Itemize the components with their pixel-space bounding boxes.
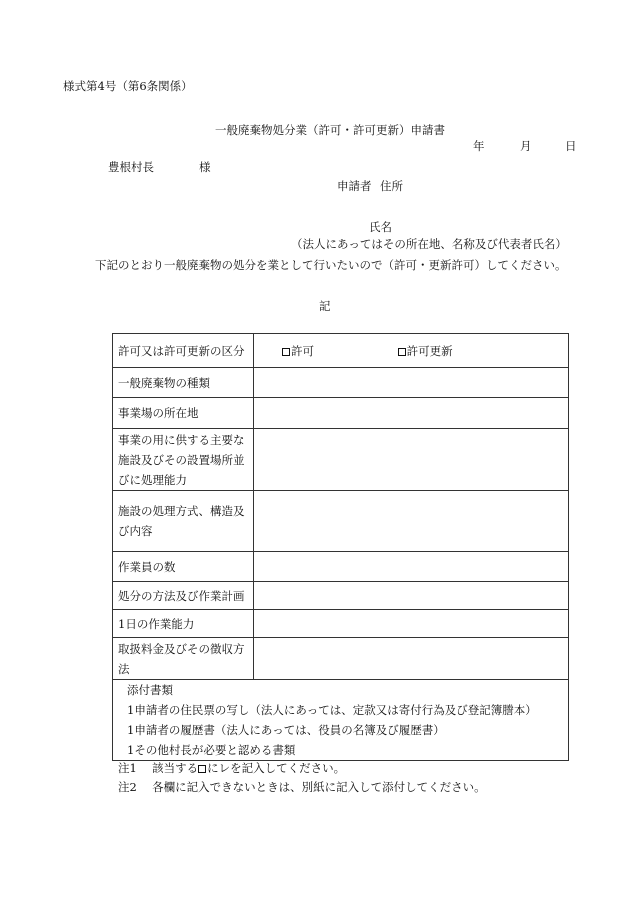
option-permit-renewal[interactable] <box>398 341 453 361</box>
facility-method-field[interactable] <box>254 491 569 552</box>
category-options-cell <box>254 334 569 368</box>
worker-count-field[interactable] <box>254 552 569 582</box>
addressee-name: 豊根村長 <box>108 160 154 174</box>
attachment-item-residence-certificate: 1申請者の住民票の写し（法人にあっては、定款又は寄付行為及び登記簿謄本） <box>127 703 537 717</box>
table-row <box>113 429 569 491</box>
document-title: 一般廃棄物処分業（許可・許可更新）申請書 <box>215 123 445 137</box>
note-1-text-after: にレを記入してください。 <box>207 761 346 775</box>
application-statement: 下記のとおり一般廃棄物の処分を業として行いたいので（許可・更新許可）してください。 <box>95 258 567 272</box>
row-label-disposal-plan: 処分の方法及び作業計画 <box>113 582 254 610</box>
main-facilities-field[interactable] <box>254 429 569 491</box>
row-label-category: 許可又は許可更新の区分 <box>113 334 254 368</box>
note-2-text: 各欄に記入できないときは、別紙に記入して添付してください。 <box>152 780 486 794</box>
attachments-heading: 添付書類 <box>127 683 173 697</box>
attachments-cell <box>113 680 569 761</box>
fees-field[interactable] <box>254 638 569 680</box>
disposal-plan-field[interactable] <box>254 582 569 610</box>
daily-capacity-field[interactable] <box>254 610 569 638</box>
addressee-honorific: 様 <box>199 160 211 174</box>
row-label-daily-capacity: 1日の作業能力 <box>113 610 254 638</box>
table-row <box>113 491 569 552</box>
form-number: 様式第4号（第6条関係） <box>63 79 193 93</box>
checkbox-icon <box>198 765 206 773</box>
date-month-label: 月 <box>520 139 532 153</box>
option-permit-label: 許可 <box>291 343 314 358</box>
date-year-label: 年 <box>473 139 485 153</box>
note-2-label: 注2 <box>118 780 137 794</box>
table-row <box>113 582 569 610</box>
table-row <box>113 552 569 582</box>
checkbox-icon[interactable] <box>282 348 290 356</box>
applicant-label: 申請者 <box>337 179 372 193</box>
table-row <box>113 334 569 368</box>
table-row <box>113 398 569 429</box>
row-label-site-location: 事業場の所在地 <box>113 398 254 429</box>
row-label-main-facilities: 事業の用に供する主要な施設及びその設置場所並びに処理能力 <box>113 429 254 491</box>
note-1-label: 注1 <box>118 761 137 775</box>
note-1 <box>118 763 345 775</box>
table-row <box>113 610 569 638</box>
attachment-item-other: 1その他村長が必要と認める書類 <box>127 743 296 757</box>
applicant-name-label: 氏名 <box>369 220 392 234</box>
corporate-note: （法人にあってはその所在地、名称及び代表者氏名） <box>291 237 567 251</box>
checkbox-icon[interactable] <box>398 348 406 356</box>
table-row <box>113 368 569 398</box>
ki-heading: 記 <box>319 299 331 313</box>
site-location-field[interactable] <box>254 398 569 429</box>
application-form-table <box>112 333 569 761</box>
table-row <box>113 638 569 680</box>
row-label-fees: 取扱料金及びその徴収方法 <box>113 638 254 680</box>
note-1-text-before: 該当する <box>152 761 199 775</box>
row-label-waste-type: 一般廃棄物の種類 <box>113 368 254 398</box>
note-2 <box>118 782 486 794</box>
option-permit-renewal-label: 許可更新 <box>406 343 453 358</box>
row-label-facility-method: 施設の処理方式、構造及び内容 <box>113 491 254 552</box>
date-day-label: 日 <box>565 139 577 153</box>
applicant-address-label: 住所 <box>380 179 403 193</box>
attachment-item-resume: 1申請者の履歴書（法人にあっては、役員の名簿及び履歴書） <box>127 723 445 737</box>
row-label-worker-count: 作業員の数 <box>113 552 254 582</box>
option-permit[interactable] <box>282 341 394 361</box>
table-row <box>113 680 569 761</box>
waste-type-field[interactable] <box>254 368 569 398</box>
